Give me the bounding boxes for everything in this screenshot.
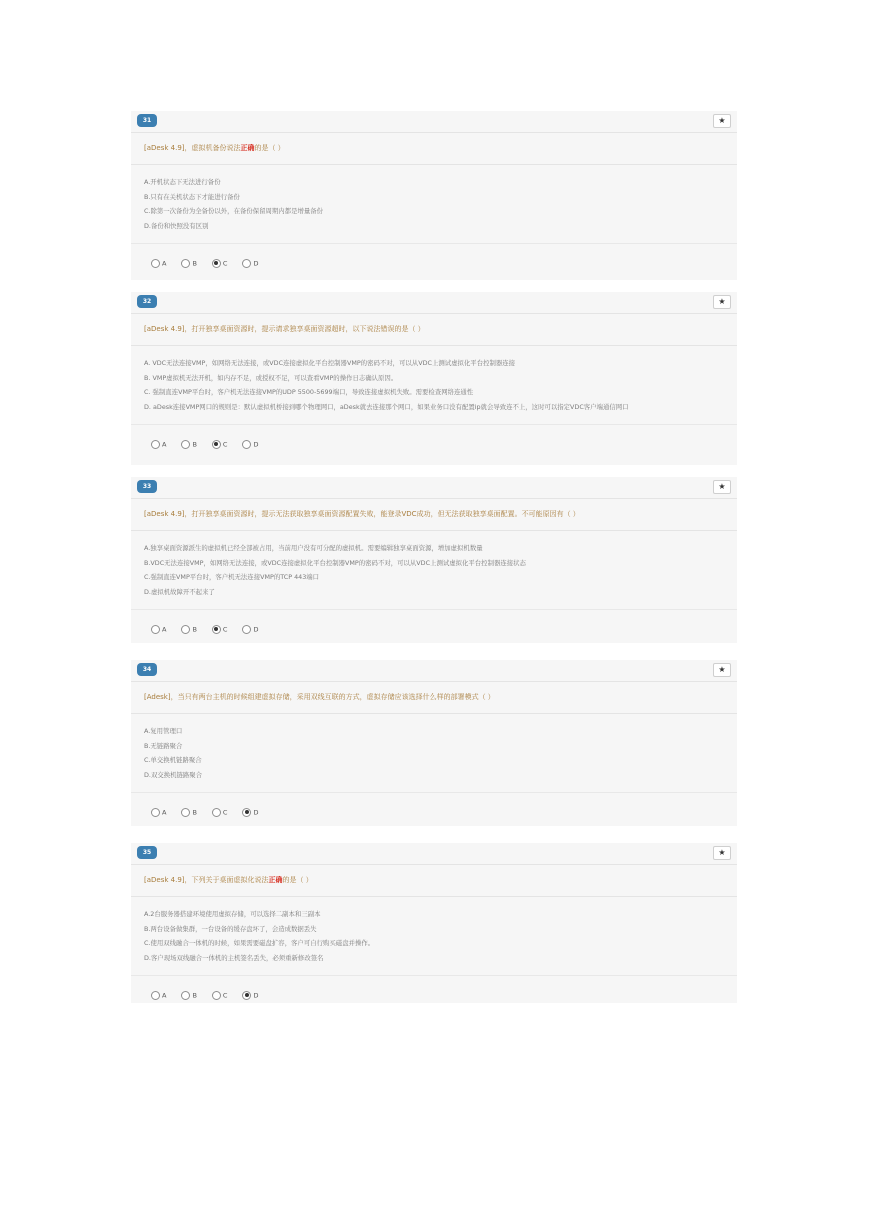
radio-button[interactable] — [242, 625, 251, 634]
radio-button[interactable] — [212, 625, 221, 634]
radio-button[interactable] — [181, 259, 190, 268]
question-header — [131, 660, 737, 682]
question-title-highlight: 正确 — [268, 876, 283, 884]
answer-label: B — [192, 259, 197, 268]
radio-button[interactable] — [242, 259, 251, 268]
question-title-text: [aDesk 4.9]，下列关于桌面虚拟化说法 — [144, 876, 269, 884]
question-title-text: [aDesk 4.9]，虚拟机备份说法 — [144, 144, 241, 152]
radio-button[interactable] — [151, 808, 160, 817]
answer-option[interactable] — [242, 434, 258, 453]
answer-option[interactable] — [181, 619, 196, 638]
answer-option[interactable] — [242, 619, 258, 638]
radio-button[interactable] — [212, 991, 221, 1000]
option-text: D.备份和快照没有区别 — [144, 222, 209, 231]
radio-button[interactable] — [212, 440, 221, 449]
star-icon[interactable]: ★ — [713, 846, 731, 860]
question-number-badge: 34 — [137, 663, 157, 676]
question-card — [131, 660, 737, 826]
answer-choices — [131, 244, 737, 276]
star-icon[interactable]: ★ — [713, 480, 731, 494]
question-header — [131, 292, 737, 314]
radio-button[interactable] — [151, 991, 160, 1000]
question-options — [131, 165, 737, 244]
answer-option[interactable] — [242, 802, 258, 821]
star-icon[interactable]: ★ — [713, 295, 731, 309]
answer-label: B — [192, 440, 197, 449]
question-title — [131, 682, 737, 714]
option-text: A. VDC无法连接VMP，如网络无法连接，或VDC连接虚拟化平台控制器VMP的密码不对，可以从VDC上测试虚拟化平台控制器连接 — [144, 359, 516, 367]
answer-label: D — [253, 808, 259, 817]
answer-option[interactable] — [181, 802, 196, 821]
answer-label: C — [222, 991, 228, 1000]
question-card — [131, 111, 737, 280]
answer-choices — [131, 610, 737, 642]
answer-label: A — [162, 808, 167, 817]
question-number-badge: 31 — [137, 114, 157, 127]
radio-button[interactable] — [151, 440, 160, 449]
radio-button[interactable] — [242, 991, 251, 1000]
option-text: D. aDesk连接VMP网口的规则是：默认虚拟机桥接到哪个物理网口，aDesk就去连接那个网口，如果业务口没有配置ip就会导致连不上，这时可以指定VDC客户端通信网口 — [144, 403, 629, 412]
radio-button[interactable] — [242, 440, 251, 449]
answer-option[interactable] — [212, 619, 228, 638]
radio-button[interactable] — [151, 625, 160, 634]
option-text: C. 强制直连VMP平台时，客户机无法连接VMP的UDP 5500-5699端口，导致连接虚拟机失败。需要检查网络连通性 — [144, 388, 474, 397]
answer-option[interactable] — [151, 253, 166, 272]
question-number-badge: 33 — [137, 480, 157, 493]
answer-option[interactable] — [151, 985, 166, 1004]
answer-option[interactable] — [212, 253, 228, 272]
answer-option[interactable] — [151, 802, 166, 821]
radio-button[interactable] — [212, 808, 221, 817]
option-text: B.只有在关机状态下才能进行备份 — [144, 192, 240, 201]
answer-option[interactable] — [212, 434, 228, 453]
answer-option[interactable] — [242, 985, 258, 1004]
option-text: D.虚拟机故障开不起来了 — [144, 588, 215, 597]
question-title-highlight: 正确 — [240, 144, 255, 152]
option-text: D.客户现场双线融合一体机的主机签名丢失，必须重新修改签名 — [144, 954, 324, 963]
radio-button[interactable] — [181, 440, 190, 449]
question-header — [131, 111, 737, 133]
answer-label: D — [253, 991, 259, 1000]
answer-label: D — [253, 259, 259, 268]
answer-option[interactable] — [181, 985, 196, 1004]
question-title — [131, 314, 737, 346]
answer-label: A — [162, 440, 167, 449]
radio-button[interactable] — [181, 625, 190, 634]
question-title — [131, 133, 737, 165]
option-text: B.VDC无法连接VMP，如网络无法连接，或VDC连接虚拟化平台控制器VMP的密码不对，可以从VDC上测试虚拟化平台控制器连接状态 — [144, 558, 526, 567]
radio-button[interactable] — [181, 991, 190, 1000]
answer-option[interactable] — [181, 434, 196, 453]
question-options — [131, 897, 737, 976]
option-text: B. VMP虚拟机无法开机，如内存不足，或授权不足，可以查看VMP的操作日志确认原因。 — [144, 373, 398, 382]
answer-option[interactable] — [181, 253, 196, 272]
option-text: A.复用管理口 — [144, 727, 183, 735]
option-text: A.开机状态下无法进行备份 — [144, 178, 221, 186]
option-text: C.除第一次备份为全备份以外，在备份保留周期内都是增量备份 — [144, 207, 324, 216]
question-title-text: [aDesk 4.9]，打开独享桌面资源时，提示无法获取独享桌面资源配置失败，能登录VDC成功，但无法获取独享桌面配置。不可能原因有（ ） — [144, 510, 580, 518]
answer-label: D — [253, 625, 259, 634]
answer-label: C — [222, 440, 228, 449]
radio-button[interactable] — [242, 808, 251, 817]
answer-label: D — [253, 440, 259, 449]
answer-label: C — [222, 259, 228, 268]
question-title-text: [aDesk 4.9]，打开独享桌面资源时，提示请求独享桌面资源超时，以下说法错误的是（ ） — [144, 325, 425, 333]
answer-label: B — [192, 625, 197, 634]
answer-label: A — [162, 991, 167, 1000]
question-card — [131, 292, 737, 465]
answer-option[interactable] — [151, 619, 166, 638]
answer-choices — [131, 976, 737, 1008]
question-number-badge: 32 — [137, 295, 157, 308]
radio-button[interactable] — [151, 259, 160, 268]
option-text: D.双交换机链路聚合 — [144, 771, 203, 780]
question-options — [131, 346, 737, 425]
answer-choices — [131, 425, 737, 457]
option-text: C.单交换机链路聚合 — [144, 756, 202, 765]
star-icon[interactable]: ★ — [713, 114, 731, 128]
answer-label: A — [162, 625, 167, 634]
answer-label: C — [222, 808, 228, 817]
answer-option[interactable] — [212, 985, 228, 1004]
question-title — [131, 499, 737, 531]
answer-label: B — [192, 808, 197, 817]
answer-choices — [131, 793, 737, 825]
question-title-suffix: 的是（ ） — [282, 876, 313, 884]
star-icon[interactable]: ★ — [713, 663, 731, 677]
answer-label: C — [222, 625, 228, 634]
question-title-suffix: 的是（ ） — [254, 144, 285, 152]
question-title-text: [Adesk]，当只有两台主机的时候组建虚拟存储，采用双线互联的方式，虚拟存储应该选择什么样的部署模式（ ） — [144, 693, 495, 701]
answer-option[interactable] — [242, 253, 258, 272]
option-text: A.2台服务器搭建环境使用虚拟存储，可以选择二副本和三副本 — [144, 910, 321, 918]
question-options — [131, 531, 737, 610]
question-card — [131, 843, 737, 1003]
radio-button[interactable] — [181, 808, 190, 817]
answer-option[interactable] — [212, 802, 228, 821]
option-text: B.两台设备做集群，一台设备的缓存盘坏了，会造成数据丢失 — [144, 924, 317, 933]
answer-option[interactable] — [151, 434, 166, 453]
question-header — [131, 843, 737, 865]
option-text: C.使用双线融合一体机的时候，如果需要磁盘扩容，客户可自行购买磁盘并操作。 — [144, 939, 375, 948]
question-number-badge: 35 — [137, 846, 157, 859]
option-text: C.强制直连VMP平台时，客户机无法连接VMP的TCP 443端口 — [144, 573, 320, 582]
answer-label: B — [192, 991, 197, 1000]
question-header — [131, 477, 737, 499]
question-card — [131, 477, 737, 643]
question-title — [131, 865, 737, 897]
option-text: B.无链路聚合 — [144, 741, 183, 750]
radio-button[interactable] — [212, 259, 221, 268]
question-options — [131, 714, 737, 793]
answer-label: A — [162, 259, 167, 268]
option-text: A.独享桌面资源派生的虚拟机已经全部被占用，当前用户没有可分配的虚拟机。需要编辑独享桌面资源，增加虚拟机数量 — [144, 544, 483, 552]
